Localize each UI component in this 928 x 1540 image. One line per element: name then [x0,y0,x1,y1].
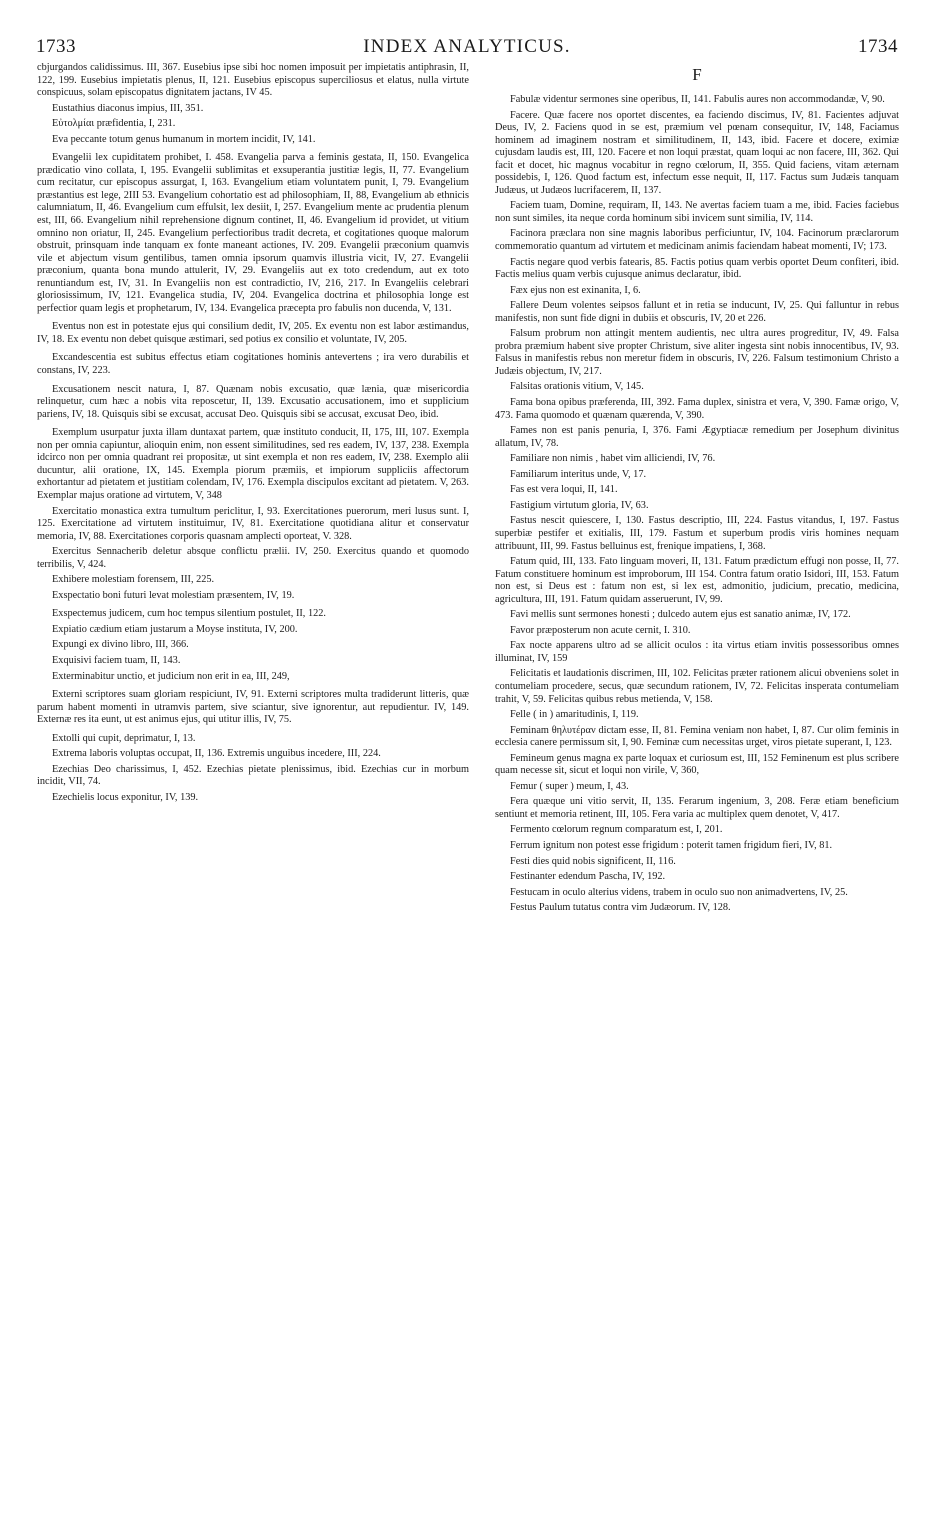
index-entry: Festinanter edendum Pascha, IV, 192. [510,871,666,883]
index-entry: Fermento cœlorum regnum comparatum est, I, 201. [510,824,723,836]
index-entry: Familiare non nimis , habet vim alliciendi, IV, 76. [510,453,716,465]
index-entry: Fama bona opibus præferenda, III, 392. Fama duplex, sinistra et vera, V, 390. Famæ origo, V, 473. Fama quomodo et quænam quærenda, V, 390. [495,397,899,421]
index-entry: Expiatio cædium etiam justarum a Moyse instituta, IV, 200. [52,623,298,635]
index-entry: Exspectemus judicem, cum hoc tempus silentium postulet, II, 122. [52,608,326,620]
index-entry: Feminam θηλυτέραν dictam esse, II, 81. Femina veniam non habet, I, 87. Cur olim feminis in ecclesia canere permissum sit, I, 90. Feminæ cum necessitas urget, viros pietate superant, I, 123. [495,724,899,749]
index-entry: Eventus non est in potestate ejus qui consilium dedit, IV, 205. Ex eventu non est labor æstimandus, IV, 18. Ex eventu non debet quisque æstimari, sed potius ex consilio et voluntate, IV, 205. [37,321,469,345]
index-entry: Fabulæ videntur sermones sine operibus, II, 141. Fabulis aures non accommodandæ, V, 90. [510,94,885,105]
section-letter: F [692,65,702,84]
index-entry: Excusationem nescit natura, I, 87. Quænam nobis excusatio, quæ lænia, quæ misericordia relinquetur, cum hæc a nobis vita reposcetur, II, 139. Excusatio accusationem, imo et supplicium pariens, IV, 18. Quisquis sibi se excusat, accusat Deo. Quisquis sibi se accusat, excusat Deo, ibid. [37,383,469,420]
index-entry: Fas est vera loqui, II, 141. [510,484,618,496]
running-header [36,36,898,60]
index-entry: Ezechielis locus exponitur, IV, 139. [52,791,199,803]
index-entry: Fastus nescit quiescere, I, 130. Fastus descriptio, III, 224. Fastus vitandus, I, 197. Fastus superbiæ pestifer et exitialis, III, 179. Fastum et superbum prodis viris homines nequam attribuunt, III, 99. Fastus belluinus est, frenique impatiens, I, 368. [495,515,899,552]
index-entry: Favi mellis sunt sermones honesti ; dulcedo autem ejus est sanatio animæ, IV, 172. [510,609,851,621]
left-column [37,62,469,1534]
page-title: INDEX ANALYTICUS. [363,36,571,57]
index-entry: Fames non est panis penuria, I, 376. Fami Ægyptiacæ remedium per Josephum divinitus allatum, IV, 78. [495,425,899,449]
index-entry: Fera quæque uni vitio servit, II, 135. Ferarum ingenium, 3, 208. Feræ etiam beneficium sentiunt et memoria retinent, III, 105. Fera varia ac multiplex quem denotet, V, 417. [495,796,899,820]
index-entry: Femineum genus magna ex parte loquax et curiosum est, III, 152 Feminenum est plus scribere quam necesse sit, sicut et loqui non virile, V, 360, [495,752,899,777]
index-entry: Eustathius diaconus impius, III, 351. [52,102,204,114]
index-entry: Faciem tuam, Domine, requiram, II, 143. Ne avertas faciem tuam a me, ibid. Facies faciebus non sunt similes, ita neque corda hominum sibi invicem sunt similia, IV, 114. [495,200,899,224]
index-entry: Exspectatio boni futuri levat molestiam præsentem, IV, 19. [52,589,295,601]
index-entry: Exercitatio monastica extra tumultum periclitur, I, 93. Exercitationes puerorum, meri lusus sunt. I, 125. Exercitatione ad virtutem instituimur, IV, 81. Exercitatione quotidiana alitur et conservatur memoria, IV, 88. Exercitationes corporis quasnam amplecti oporteat, V. 328. [37,505,469,542]
index-entry: Facinora præclara non sine magnis laboribus perficiuntur, IV, 104. Facinorum præclarorum commemoratio quantum ad virtutem et medicinam animis faciendam habeat momenti, IV; 173. [495,228,899,253]
index-entry: Felicitatis et laudationis discrimen, III, 102. Felicitas præter rationem alicui obveniens solet in contumeliam procedere, secus, quæ secundum rationem, IV, 72. Felicitas insperata contumeliam trahit, V, 59. Felicitas quibus rebus metienda, V, 158. [495,668,899,705]
index-entry: Familiarum interitus unde, V, 17. [510,468,647,480]
index-entry: Exquisivi faciem tuam, II, 143. [52,654,181,666]
index-entry: Ezechias Deo charissimus, I, 452. Ezechias pietate plenissimus, ibid. Ezechias cur in morbum incidit, VII, 74. [37,763,469,788]
index-entry: Εὐτολμίαι præfidentia, I, 231. [52,118,176,130]
index-entry: cbjurgandos calidissimus. III, 367. Eusebius ipse sibi hoc nomen imposuit per impietatis antiphrasin, II, 122, 199. Eusebius impietatis plenus, II, 121. Eusebius episcopus superciliosus et elatus, nulla virtute conspicuus, solam episcopatus dignitatem jactans, IV 45. [37,62,469,99]
index-entry: Falsum probrum non attingit mentem audientis, nec ultra aures progreditur, IV, 49. Falsa probra præmium habent sive propter Christum, sive aliter ingesta sint nobis innocentibus, IV, 93. Falsus in manifestis rebus non meretur fidem in obscuris, IV, 226. Falsum testimonium Christo a Judæis objectum, IV, 217. [495,328,899,377]
index-entry: Fax nocte apparens ultro ad se allicit oculos : ita virtus etiam invitis possessoribus omnes illuminat, IV, 159 [495,640,899,664]
index-entry: Favor præposterum non acute cernit, I. 310. [510,624,691,636]
index-entry: Extolli qui cupit, deprimatur, I, 13. [52,732,196,744]
left-page-number: 1733 [36,36,76,57]
index-entry: Facere. Quæ facere nos oportet discentes, ea faciendo discimus, IV, 81. Facientes adjuvat Deus, IV, 2. Faciens quod in se est, præmium vel pœnam consequitur, IV, 148, Faciamus hominem ad imaginem nostram et similitudinem, II, 143, ibid. Facere et docere, eximiæ cujusdam laudis est, III, 120. Facere et non loqui præstat, quam loqui ac non facere, III, 362. Qui facit et docet, hic magnus vocabitur in regno cœlorum, II, 355. Quid faciens, vitam æternam possidebis, I, 126. Quod factum est, infectum esse nequit, II, 117. Factus sum Judæis tanquam Judæus, ut Judæos lucrifacerem, II, 137. [495,109,899,196]
index-entry: Exhibere molestiam forensem, III, 225. [52,574,215,586]
index-entry: Falsitas orationis vitium, V, 145. [510,381,644,393]
index-entry: Fæx ejus non est exinanita, I, 6. [510,284,641,296]
right-column [495,64,899,1536]
index-entry: Felle ( in ) amaritudinis, I, 119. [510,709,639,721]
index-entry: Festi dies quid nobis significent, II, 116. [510,855,676,867]
index-entry: Fastigium virtutum gloria, IV, 63. [510,499,649,511]
index-entry: Evangelii lex cupiditatem prohibet, I. 458. Evangelia parva a feminis gestata, II, 150. Evangelica prædicatio vino collata, I, 195. Evangelii sublimitas et exsuperantia justitiæ legis, II, 77. Evangelium cum recitatur, cur episcopus assurgat, I, 163. Evangelium etiam voluntatem punit, I, 79. Evangelium præstantius est lege, 2III 53. Evangelium cohortatio est ad philosophiam, II, 88, Evangelium ab ethnicis calumniatum, II, 46. Evangelium cum effulsit, lex desiit, I, 257. Evangelium mente ac prudentia plenum est, III, 66. Evangelium nihil reprehensione dignum continet, II, 46. Evangelium id providet, ut vitium omnino non oriatur, II, 245. Evangelium perfectioribus tradit decreta, et cogitationes quoque malorum obstruit, prinsquam inde tanquam ex fonte maneant actiones, IV. 209. Evangelii præconium quamvis vile et abjectum visum gentilibus, tamen omnia ipsorum quamvis illustria vicit, IV, 27. Evangelii præconium, quanta bona mundo attulerit, IV, 29. Evangeliis aut ex toto credendum, aut ex toto renuntiandum est, IV, 31. In Evangeliis non est contradictio, IV, 216, 217. In Evangeliis celebrari gloriosissimum, IV, 121. Evangelica studia, IV, 204. Evangelica doctrina et philosophia longe est perfectior quam legis et prophetarum, IV, 134. Evangelica præcepta pro fabulis non ducenda, V, 131. [37,152,469,314]
index-entry: Festucam in oculo alterius videns, trabem in oculo suo non animadvertens, IV, 25. [510,886,848,898]
index-entry: Fallere Deum volentes seipsos fallunt et in retia se inducunt, IV, 25. Qui falluntur in rebus manifestis, non sunt fide digni in dubiis et obscuris, IV, 20 et 226. [495,300,899,324]
index-entry: Eva peccante totum genus humanum in mortem incidit, IV, 141. [52,133,316,145]
index-entry: Fatum quid, III, 133. Fato linguam moveri, II, 131. Fatum prædictum effugi non posse, II, 77. Fatum constituere hominum est improborum, III 154. Contra fatum oratio Isidori, III, 153. Fatum non est, si Deus est : fatum non est, si lex est, admonitio, judicium, precatio, medicina, agricultura, III, 191. Fatum quidam asseruerunt, IV, 99. [495,556,899,605]
index-entry: Ferrum ignitum non potest esse frigidum : poterit tamen frigidum fieri, IV, 81. [510,839,833,851]
index-entry: Excandescentia est subitus effectus etiam cogitationes hominis antevertens ; ira vero durabilis et constans, IV, 223. [37,352,469,377]
index-entry: Extrema laboris voluptas occupat, II, 136. Extremis unguibus incedere, III, 224. [52,748,381,760]
index-entry: Exterminabitur unctio, et judicium non erit in ea, III, 249, [52,670,290,682]
index-entry: Expungi ex divino libro, III, 366. [52,639,189,651]
index-entry: Exercitus Sennacherib deletur absque conflictu prælii. IV, 250. Exercitus quando et quomodo terribilis, V, 424. [37,546,469,570]
right-page-number: 1734 [858,36,898,57]
index-entry: Externi scriptores suam gloriam respiciunt, IV, 91. Externi scriptores multa tradiderunt litteris, quæ parum habent momenti in utramvis partem, sive sciantur, sive ignorentur, aut repudientur. IV, 149. Externæ res ita eunt, ut est animus ejus, qui utitur illis, IV, 75. [37,689,469,726]
index-entry: Factis negare quod verbis fatearis, 85. Factis potius quam verbis oportet Deum confiteri, ibid. Factis melius quam verbis cujusque animus declaratur, ibid. [495,256,899,281]
index-entry: Exemplum usurpatur juxta illam duntaxat partem, quæ instituto conducit, II, 175, III, 107. Exempla non per omnia capiuntur, alioquin enim, non essent similitudines, sed res eadem, IV, 137, 238. Exempla idcirco non per omnia quadrant rei propositæ, ut sint exempla et non res eadem, IV, 238. Exemplo alii ducuntur, alii oratione, IX, 145. Exempla piorum præmiis, et impiorum suppliciis affectorum exhortantur ad pietatem et justitiam colendam, IV, 176. Exempla discipulos excitant ad pietatem. V, 263. Exemplar majus oratione ad virtutem, V, 348 [37,427,469,501]
index-entry: Femur ( super ) meum, I, 43. [510,780,629,792]
index-entry: Festus Paulum tutatus contra vim Judæorum. IV, 128. [510,902,731,914]
